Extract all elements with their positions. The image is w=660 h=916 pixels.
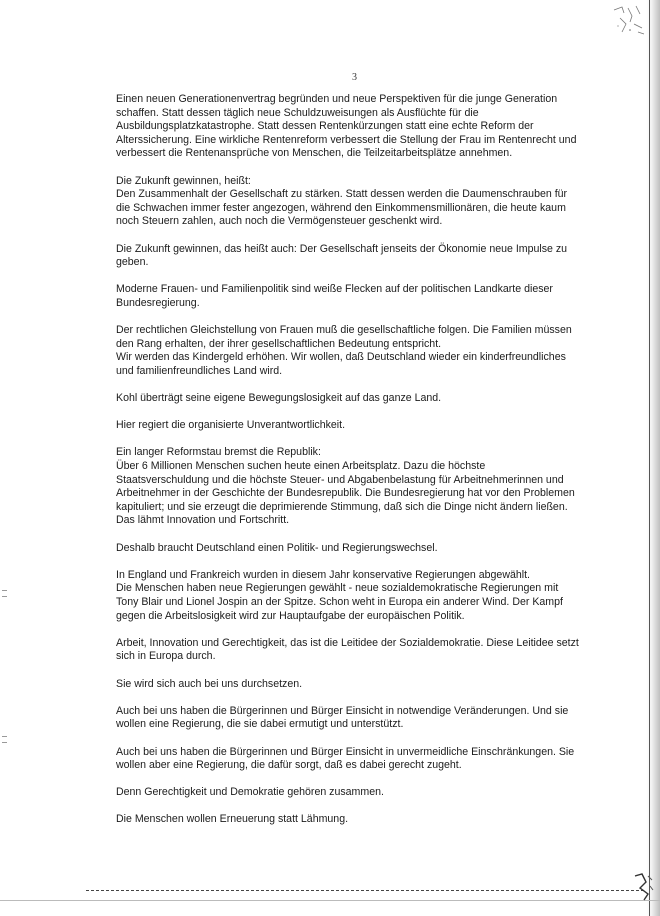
- paragraph: [116, 813, 630, 827]
- scan-corner-smudge: [610, 4, 646, 38]
- text-line: Die Menschen haben neue Regierungen gewählt - neue sozialdemokratische Regierungen mit: [116, 582, 559, 595]
- text-line: geben.: [116, 256, 149, 269]
- scan-speck: [2, 596, 7, 597]
- page-number: 3: [352, 72, 357, 83]
- text-line: gegen die Arbeitslosigkeit wird zur Hauptaufgabe der europäischen Politik.: [116, 609, 465, 622]
- text-line: verbessert die Rentenansprüche von Menschen, die Teilzeitarbeitsplätze annehmen.: [116, 147, 513, 160]
- scan-edge-line: [649, 0, 650, 916]
- text-line: Auch bei uns haben die Bürgerinnen und Bürger Einsicht in notwendige Veränderungen. Und sie: [116, 704, 569, 717]
- text-line: Moderne Frauen- und Familienpolitik sind weiße Flecken auf der politischen Landkarte dieser: [116, 283, 553, 296]
- scan-speck: [2, 742, 7, 743]
- text-line: Kohl überträgt seine eigene Bewegungslosigkeit auf das ganze Land.: [116, 392, 442, 405]
- paragraph: [116, 678, 630, 692]
- scan-speck: [2, 736, 7, 737]
- paragraph: [116, 446, 630, 528]
- paragraph: [116, 93, 630, 161]
- paragraph: [116, 705, 630, 732]
- text-line: Das lähmt Innovation und Fortschritt.: [116, 514, 290, 527]
- text-line: Arbeit, Innovation und Gerechtigkeit, das ist die Leitidee der Sozialdemokratie. Diese Leitidee setzt: [116, 636, 579, 649]
- text-line: die Schwachen immer fester angezogen, während den Einkommensmillionären, die heute kaum: [116, 201, 566, 214]
- paragraph: [116, 569, 630, 623]
- text-line: wollen eine Regierung, die sie dabei ermutigt und unterstützt.: [116, 718, 404, 731]
- paragraph: [116, 786, 630, 800]
- text-line: Auch bei uns haben die Bürgerinnen und Bürger Einsicht in unvermeidliche Einschränkungen. Sie: [116, 745, 575, 758]
- text-line: Der rechtlichen Gleichstellung von Frauen muß die gesellschaftliche folgen. Die Familien müssen: [116, 324, 572, 337]
- text-line: Die Zukunft gewinnen, heißt:: [116, 174, 251, 187]
- paragraph: [116, 243, 630, 270]
- scan-bottom-smudge: [632, 872, 654, 902]
- paragraph: [116, 392, 630, 406]
- scan-bottom-edge: [0, 900, 660, 901]
- text-line: Die Menschen wollen Erneuerung statt Lähmung.: [116, 813, 349, 826]
- text-line: Tony Blair und Lionel Jospin an der Spitze. Schon weht in Europa ein anderer Wind. Der Kampf: [116, 595, 563, 608]
- text-line: Ein langer Reformstau bremst die Republik:: [116, 446, 321, 459]
- text-line: Deshalb braucht Deutschland einen Politik- und Regierungswechsel.: [116, 541, 438, 554]
- paragraph: [116, 283, 630, 310]
- body-text: [116, 93, 630, 841]
- paragraph: [116, 746, 630, 773]
- text-line: Einen neuen Generationenvertrag begründen und neue Perspektiven für die junge Generation: [116, 93, 558, 105]
- text-line: schaffen. Statt dessen täglich neue Schuldzuweisungen als Ausflüchte für die: [116, 106, 479, 119]
- text-line: Über 6 Millionen Menschen suchen heute einen Arbeitsplatz. Dazu die höchste: [116, 460, 486, 473]
- text-line: Hier regiert die organisierte Unverantwortlichkeit.: [116, 419, 346, 432]
- paragraph: [116, 637, 630, 664]
- text-line: Alterssicherung. Eine wirkliche Rentenreform verbessert die Stellung der Frau im Rentenrecht und: [116, 133, 577, 146]
- text-line: Sie wird sich auch bei uns durchsetzen.: [116, 677, 303, 690]
- text-line: Denn Gerechtigkeit und Demokratie gehören zusammen.: [116, 786, 384, 799]
- text-line: wollen aber eine Regierung, die dafür sorgt, daß es dabei gerecht zugeht.: [116, 759, 462, 772]
- paragraph: [116, 542, 630, 556]
- paragraph: [116, 324, 630, 378]
- text-line: und familienfreundliches Land wird.: [116, 364, 283, 377]
- text-line: In England und Frankreich wurden in diesem Jahr konservative Regierungen abgewählt.: [116, 568, 530, 581]
- paragraph: [116, 419, 630, 433]
- text-line: Bundesregierung.: [116, 296, 200, 309]
- text-line: Wir werden das Kindergeld erhöhen. Wir wollen, daß Deutschland wieder ein kinderfreundliches: [116, 351, 566, 364]
- text-line: Die Zukunft gewinnen, das heißt auch: Der Gesellschaft jenseits der Ökonomie neue Impulse zu: [116, 242, 568, 255]
- text-line: sich in Europa durch.: [116, 650, 216, 663]
- scan-bottom-rule: [86, 890, 646, 891]
- text-line: Arbeitnehmer in der Geschichte der Bundesrepublik. Die Bundesregierung hat vor den Problemen: [116, 487, 575, 500]
- text-line: noch Steuern zahlen, auch noch die Vermögensteuer geschenkt wird.: [116, 215, 443, 228]
- text-line: kapituliert; und sie erzeugt die deprimierende Stimmung, daß sich die Dinge nicht ändern ließen.: [116, 500, 568, 513]
- scan-speck: [2, 590, 7, 591]
- text-line: Ausbildungsplatzkatastrophe. Statt dessen Rentenkürzungen statt eine echte Reform der: [116, 120, 534, 133]
- text-line: Den Zusammenhalt der Gesellschaft zu stärken. Statt dessen werden die Daumenschrauben für: [116, 188, 568, 201]
- paragraph: [116, 175, 630, 229]
- text-line: Staatsverschuldung und die höchste Steuer- und Abgabenbelastung für Arbeitnehmerinnen und: [116, 473, 564, 486]
- text-line: den Rang erhalten, der ihrer gesellschaftlichen Bedeutung entspricht.: [116, 337, 442, 350]
